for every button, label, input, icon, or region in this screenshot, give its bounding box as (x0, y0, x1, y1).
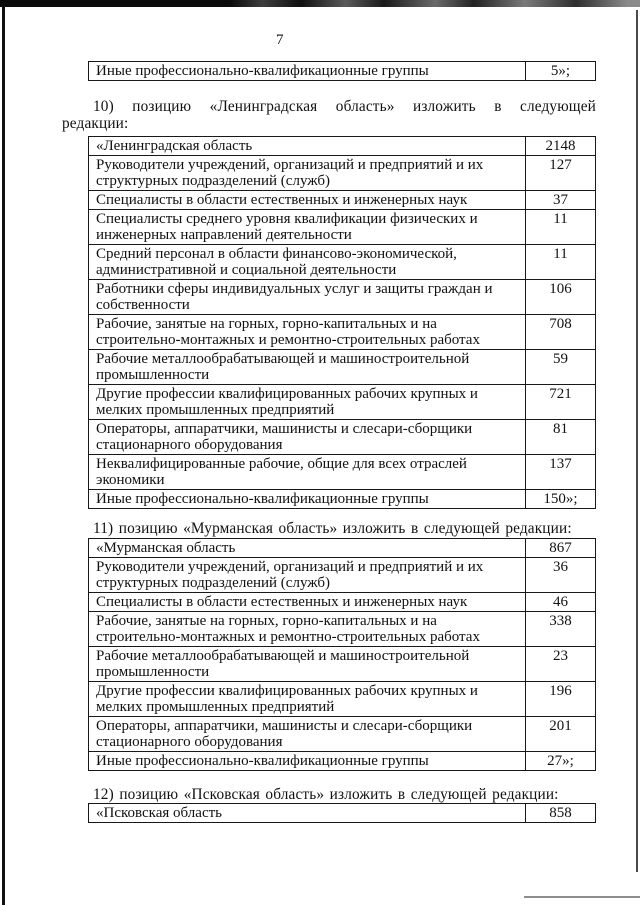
table-row (89, 717, 596, 752)
amendment-item-11-intro (62, 520, 596, 537)
row-label: Иные профессионально-квалификационные группы (89, 490, 526, 509)
table-row (89, 490, 596, 509)
table-row (89, 647, 596, 682)
paragraph-line: 12) позицию «Псковская область» изложить в следующей редакции: (93, 786, 559, 803)
row-label: «Ленинградская область (89, 137, 526, 156)
row-value: 11 (526, 210, 596, 245)
row-label: Рабочие металлообрабатывающей и машиностроительной промышленности (89, 350, 526, 385)
row-value: 81 (526, 420, 596, 455)
scan-artifact-bottom-edge (524, 896, 640, 898)
table-row (89, 752, 596, 771)
row-value: 196 (526, 682, 596, 717)
row-value: 150»; (526, 490, 596, 509)
carryover-table (88, 61, 596, 81)
row-value: 201 (526, 717, 596, 752)
row-label: Специалисты среднего уровня квалификации физических и инженерных направлений деятельности (89, 210, 526, 245)
table-row (89, 315, 596, 350)
row-label: Операторы, аппаратчики, машинисты и слесари-сборщики стационарного оборудования (89, 717, 526, 752)
row-value: 5»; (526, 62, 596, 81)
row-label: Рабочие металлообрабатывающей и машиностроительной промышленности (89, 647, 526, 682)
row-label: Другие профессии квалифицированных рабочих крупных и мелких промышленных предприятий (89, 385, 526, 420)
row-label: Другие профессии квалифицированных рабочих крупных и мелких промышленных предприятий (89, 682, 526, 717)
row-value: 2148 (526, 137, 596, 156)
row-value: 27»; (526, 752, 596, 771)
table-row (89, 593, 596, 612)
row-value: 23 (526, 647, 596, 682)
row-value: 59 (526, 350, 596, 385)
row-value: 127 (526, 156, 596, 191)
row-label: Руководители учреждений, организаций и предприятий и их структурных подразделений (служб) (89, 558, 526, 593)
row-label: Специалисты в области естественных и инженерных наук (89, 191, 526, 210)
amendment-item-10-intro (62, 98, 596, 132)
table-row (89, 280, 596, 315)
row-label: Руководители учреждений, организаций и предприятий и их структурных подразделений (служб) (89, 156, 526, 191)
row-value: 867 (526, 539, 596, 558)
page-number: 7 (276, 32, 284, 48)
row-label: «Псковская область (89, 804, 526, 823)
table-row (89, 455, 596, 490)
murmansk-oblast-table (88, 538, 596, 771)
paragraph-line: 11) позицию «Мурманская область» изложить в следующей редакции: (93, 520, 572, 537)
amendment-item-12-intro (62, 786, 596, 803)
row-label: Работники сферы индивидуальных услуг и защиты граждан и собственности (89, 280, 526, 315)
scan-artifact-right-edge (636, 10, 638, 872)
row-value: 36 (526, 558, 596, 593)
table-row (89, 612, 596, 647)
row-label: Иные профессионально-квалификационные группы (89, 62, 526, 81)
row-label: Неквалифицированные рабочие, общие для всех отраслей экономики (89, 455, 526, 490)
pskov-oblast-table (88, 803, 596, 823)
row-value: 11 (526, 245, 596, 280)
row-value: 137 (526, 455, 596, 490)
table-row (89, 420, 596, 455)
table-row (89, 385, 596, 420)
row-label: Специалисты в области естественных и инженерных наук (89, 593, 526, 612)
table-row (89, 539, 596, 558)
table-row (89, 156, 596, 191)
row-value: 46 (526, 593, 596, 612)
row-value: 37 (526, 191, 596, 210)
row-label: Операторы, аппаратчики, машинисты и слесари-сборщики стационарного оборудования (89, 420, 526, 455)
row-value: 858 (526, 804, 596, 823)
row-value: 106 (526, 280, 596, 315)
row-label: Рабочие, занятые на горных, горно-капитальных и на строительно-монтажных и ремонтно-строительных работах (89, 612, 526, 647)
table-row (89, 210, 596, 245)
table-row (89, 558, 596, 593)
row-value: 338 (526, 612, 596, 647)
paragraph-line: редакции: (62, 115, 129, 132)
table-row (89, 682, 596, 717)
scan-artifact-left-edge (2, 5, 5, 905)
row-label: Рабочие, занятые на горных, горно-капитальных и на строительно-монтажных и ремонтно-строительных работах (89, 315, 526, 350)
row-label: «Мурманская область (89, 539, 526, 558)
paragraph-line: 10) позицию «Ленинградская область» изложить в следующей (93, 98, 596, 115)
row-label: Иные профессионально-квалификационные группы (89, 752, 526, 771)
table-row (89, 137, 596, 156)
row-label: Средний персонал в области финансово-экономической, административной и социальной деятельности (89, 245, 526, 280)
table-row (89, 191, 596, 210)
table-row (89, 804, 596, 823)
row-value: 708 (526, 315, 596, 350)
table-row (89, 245, 596, 280)
table-row (89, 62, 596, 81)
table-row (89, 350, 596, 385)
scan-artifact-top-edge (0, 0, 640, 7)
row-value: 721 (526, 385, 596, 420)
leningrad-oblast-table (88, 136, 596, 509)
